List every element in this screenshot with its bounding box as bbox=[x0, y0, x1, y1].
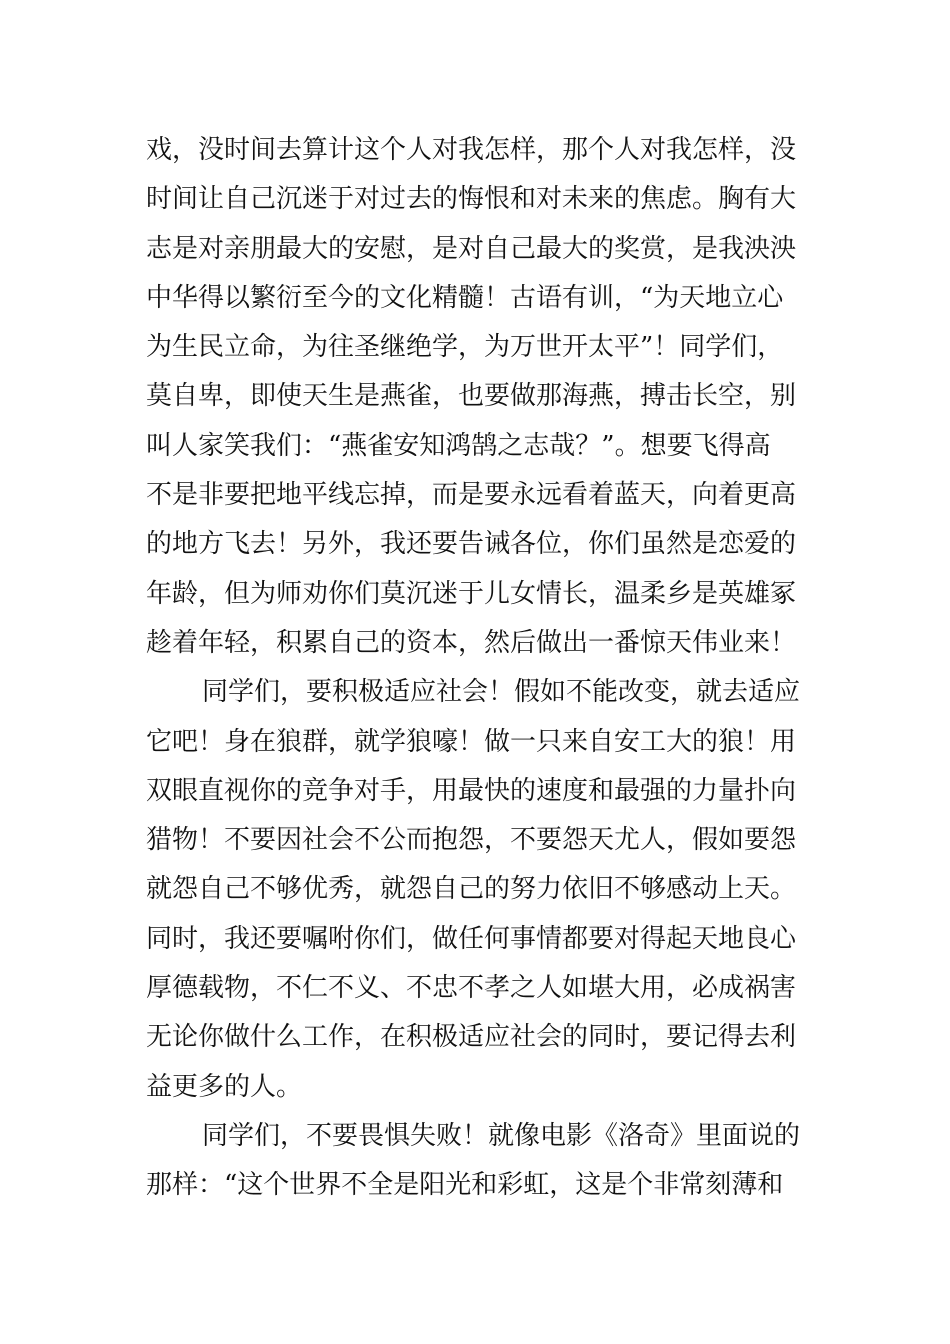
paragraph bbox=[146, 668, 816, 1112]
text-line: 戏，没时间去算计这个人对我怎样，那个人对我怎样，没 bbox=[146, 135, 797, 165]
text-line: 莫自卑，即使天生是燕雀，也要做那海燕，搏击长空，别 bbox=[146, 381, 797, 412]
text-line: 的地方飞去！另外，我还要告诫各位，你们虽然是恋爱的 bbox=[146, 529, 797, 560]
text-line: 同时，我还要嘱咐你们，做任何事情都要对得起天地良心 bbox=[146, 923, 797, 954]
text-line: 同学们，不要畏惧失败！就像电影《洛奇》里面说的 bbox=[202, 1120, 801, 1151]
text-line: 无论你做什么工作，在积极适应社会的同时，要记得去利 bbox=[146, 1022, 797, 1053]
text-line: 志是对亲朋最大的安慰，是对自己最大的奖赏，是我泱泱 bbox=[146, 233, 797, 264]
text-line: 不是非要把地平线忘掉，而是要永远看着蓝天，向着更高 bbox=[146, 480, 797, 511]
paragraph bbox=[146, 126, 816, 668]
text-line: 趁着年轻，积累自己的资本，然后做出一番惊天伟业来！ bbox=[146, 627, 797, 658]
text-line: 猎物！不要因社会不公而抱怨，不要怨天尤人，假如要怨 bbox=[146, 825, 797, 856]
text-line: 叫人家笑我们：“燕雀安知鸿鹄之志哉？”。想要飞得高 bbox=[146, 430, 771, 461]
paragraph bbox=[146, 1112, 816, 1211]
text-line: 为生民立命，为往圣继绝学，为万世开太平”！同学们， bbox=[146, 332, 784, 363]
text-line: 年龄，但为师劝你们莫沉迷于儿女情长，温柔乡是英雄冢 bbox=[146, 578, 797, 609]
text-line: 时间让自己沉迷于对过去的悔恨和对未来的焦虑。胸有大 bbox=[146, 184, 797, 215]
text-line: 就怨自己不够优秀，就怨自己的努力依旧不够感动上天。 bbox=[146, 874, 797, 905]
document-body bbox=[146, 126, 816, 1211]
text-line: 那样：“这个世界不全是阳光和彩虹，这是个非常刻薄和 bbox=[146, 1170, 784, 1201]
text-line: 双眼直视你的竞争对手，用最快的速度和最强的力量扑向 bbox=[146, 775, 797, 806]
text-line: 益更多的人。 bbox=[146, 1071, 303, 1102]
text-line: 它吧！身在狼群，就学狼嚎！做一只来自安工大的狼！用 bbox=[146, 726, 797, 757]
text-line: 中华得以繁衍至今的文化精髓！古语有训，“为天地立心 bbox=[146, 282, 784, 313]
text-line: 同学们，要积极适应社会！假如不能改变，就去适应 bbox=[202, 677, 801, 708]
text-line: 厚德载物，不仁不义、不忠不孝之人如堪大用，必成祸害 bbox=[146, 973, 797, 1004]
